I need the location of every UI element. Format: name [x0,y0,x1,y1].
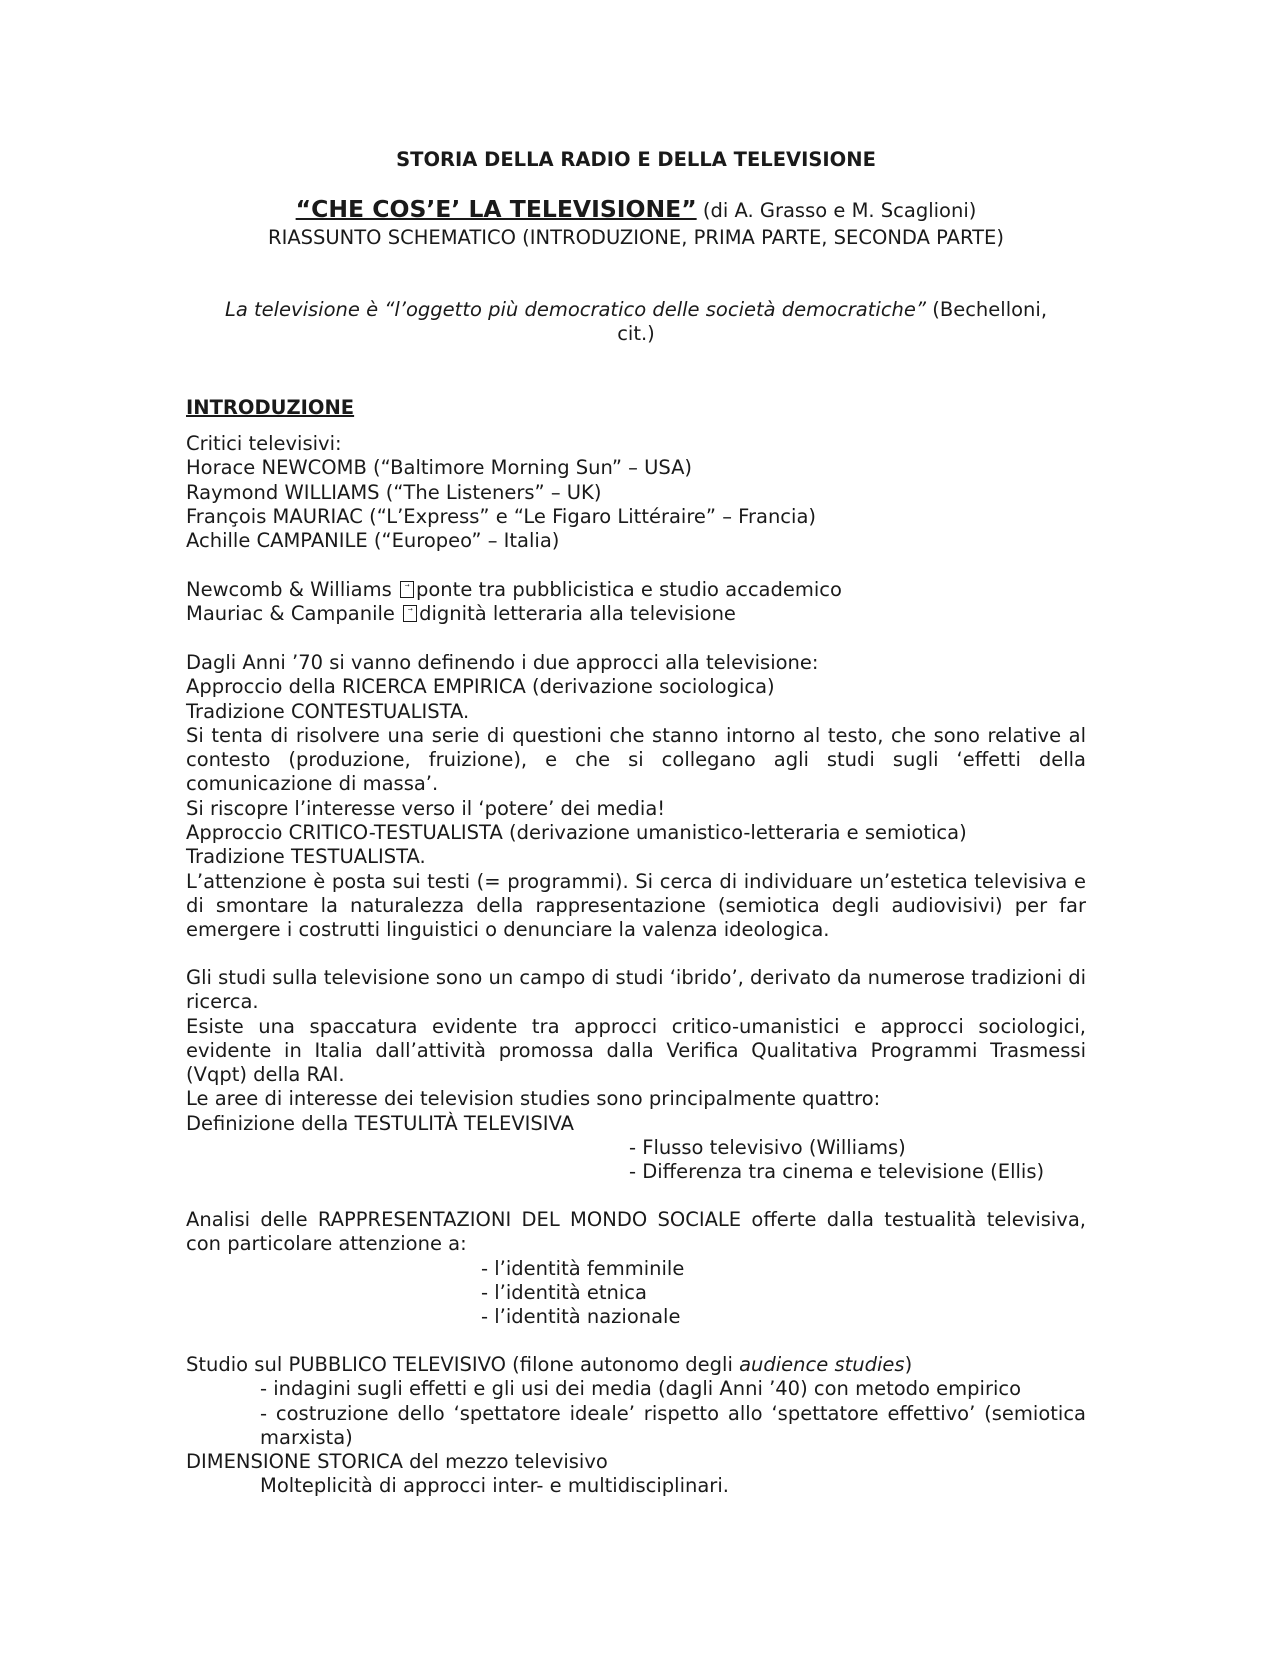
epigraph [186,298,1086,347]
paragraph: Gli studi sulla televisione sono un campo di studi ‘ibrido’, derivato da numerose tradizioni di ricerca. [186,966,1086,1014]
bridge-authors: Mauriac & Campanile [186,602,402,626]
bridge-line [186,578,1086,602]
paragraph-line: Definizione della TESTULITÀ TELEVISIVA [186,1111,574,1135]
audience-text: Studio sul PUBBLICO TELEVISIVO (filone autonomo degli [186,1353,740,1376]
paragraph-line: DIMENSIONE STORICA del mezzo televisivo [186,1450,608,1474]
paragraph: Esiste una spaccatura evidente tra approcci critico-umanistici e approcci sociologici, evidente in Italia dall’attività promossa dalla Verifica Qualitativa Programmi Trasmessi (Vqpt) della RAI. [186,1014,1086,1087]
paragraph-line: Tradizione CONTESTUALISTA. [186,699,470,723]
arrow-icon: → [400,581,414,598]
epigraph-quote: La televisione è “l’oggetto più democratico delle società democratiche” [224,298,927,321]
representations-section [186,1208,1086,1329]
bridge-text: ponte tra pubblicistica e studio accademico [416,578,842,601]
list-item: - indagini sugli effetti e gli usi dei media (dagli Anni ’40) con metodo empirico [260,1377,1022,1401]
list-item: - l’identità nazionale [481,1305,681,1329]
epigraph-source-cont: cit.) [617,322,655,346]
bridges-list [186,578,1086,627]
audience-text-end: ) [904,1353,913,1376]
list-item: - Flusso televisivo (Williams) [629,1136,906,1160]
paragraph-line [186,1353,1086,1377]
summary-line: RIASSUNTO SCHEMATICO (INTRODUZIONE, PRIMA PARTE, SECONDA PARTE) [268,226,1004,249]
arrow-icon: → [403,605,417,622]
critic-item: François MAURIAC (“L’Express” e “Le Figaro Littéraire” – Francia) [186,504,816,528]
critic-item: Achille CAMPANILE (“Europeo” – Italia) [186,529,560,553]
studies-section [186,966,1086,1185]
book-authors: (di A. Grasso e M. Scaglioni) [696,199,977,222]
paragraph-line: Si riscopre l’interesse verso il ‘potere’ dei media! [186,796,666,820]
paragraph: Si tenta di risolvere una serie di questioni che stanno intorno al testo, che sono relative al contesto (produzione, fruizione), e che si collegano agli studi sugli ‘effetti della comunicazione di massa’. [186,723,1086,796]
bridge-text: dignità letteraria alla televisione [419,602,736,626]
section-heading: INTRODUZIONE [186,396,355,419]
bridge-authors: Newcomb & Williams [186,578,398,601]
paragraph: Analisi delle RAPPRESENTAZIONI DEL MONDO SOCIALE offerte dalla testualità televisiva, con particolare attenzione a: [186,1208,1086,1256]
paragraph-line: Approccio CRITICO-TESTUALISTA (derivazione umanistico-letteraria e semiotica) [186,821,967,845]
list-item: - l’identità femminile [481,1256,685,1280]
list-item: - l’identità etnica [481,1280,647,1304]
book-title: “CHE COS’E’ LA TELEVISIONE” [295,195,697,223]
paragraph: L’attenzione è posta sui testi (= programmi). Si cerca di individuare un’estetica televisiva e di smontare la naturalezza della rappresentazione (semiotica degli audiovisivi) per far emergere i costrutti linguistici o denunciare la valenza ideologica. [186,869,1086,942]
list-item: Molteplicità di approcci inter- e multidisciplinari. [260,1474,729,1498]
audience-section [186,1353,1086,1499]
paragraph-line: Dagli Anni ’70 si vanno definendo i due approcci alla televisione: [186,651,819,674]
list-item: - Differenza tra cinema e televisione (Ellis) [629,1160,1045,1184]
paragraph-line: Tradizione TESTUALISTA. [186,845,426,869]
approaches-section [186,651,1086,943]
paragraph-line: Approccio della RICERCA EMPIRICA (derivazione sociologica) [186,675,775,699]
critics-label: Critici televisivi: [186,432,342,455]
bridge-line [186,602,1086,626]
epigraph-source: (Bechelloni, [926,298,1048,321]
list-item: - costruzione dello ‘spettatore ideale’ rispetto allo ‘spettatore effettivo’ (semiotica marxista) [260,1401,1086,1449]
paragraph-line: Le aree di interesse dei television studies sono principalmente quattro: [186,1087,881,1111]
book-title-line [186,195,1086,223]
critics-list [186,432,1086,553]
course-title: STORIA DELLA RADIO E DELLA TELEVISIONE [396,148,876,171]
audience-italic: audience studies [739,1353,905,1376]
critic-item: Raymond WILLIAMS (“The Listeners” – UK) [186,480,602,504]
critic-item: Horace NEWCOMB (“Baltimore Morning Sun” – USA) [186,456,693,480]
